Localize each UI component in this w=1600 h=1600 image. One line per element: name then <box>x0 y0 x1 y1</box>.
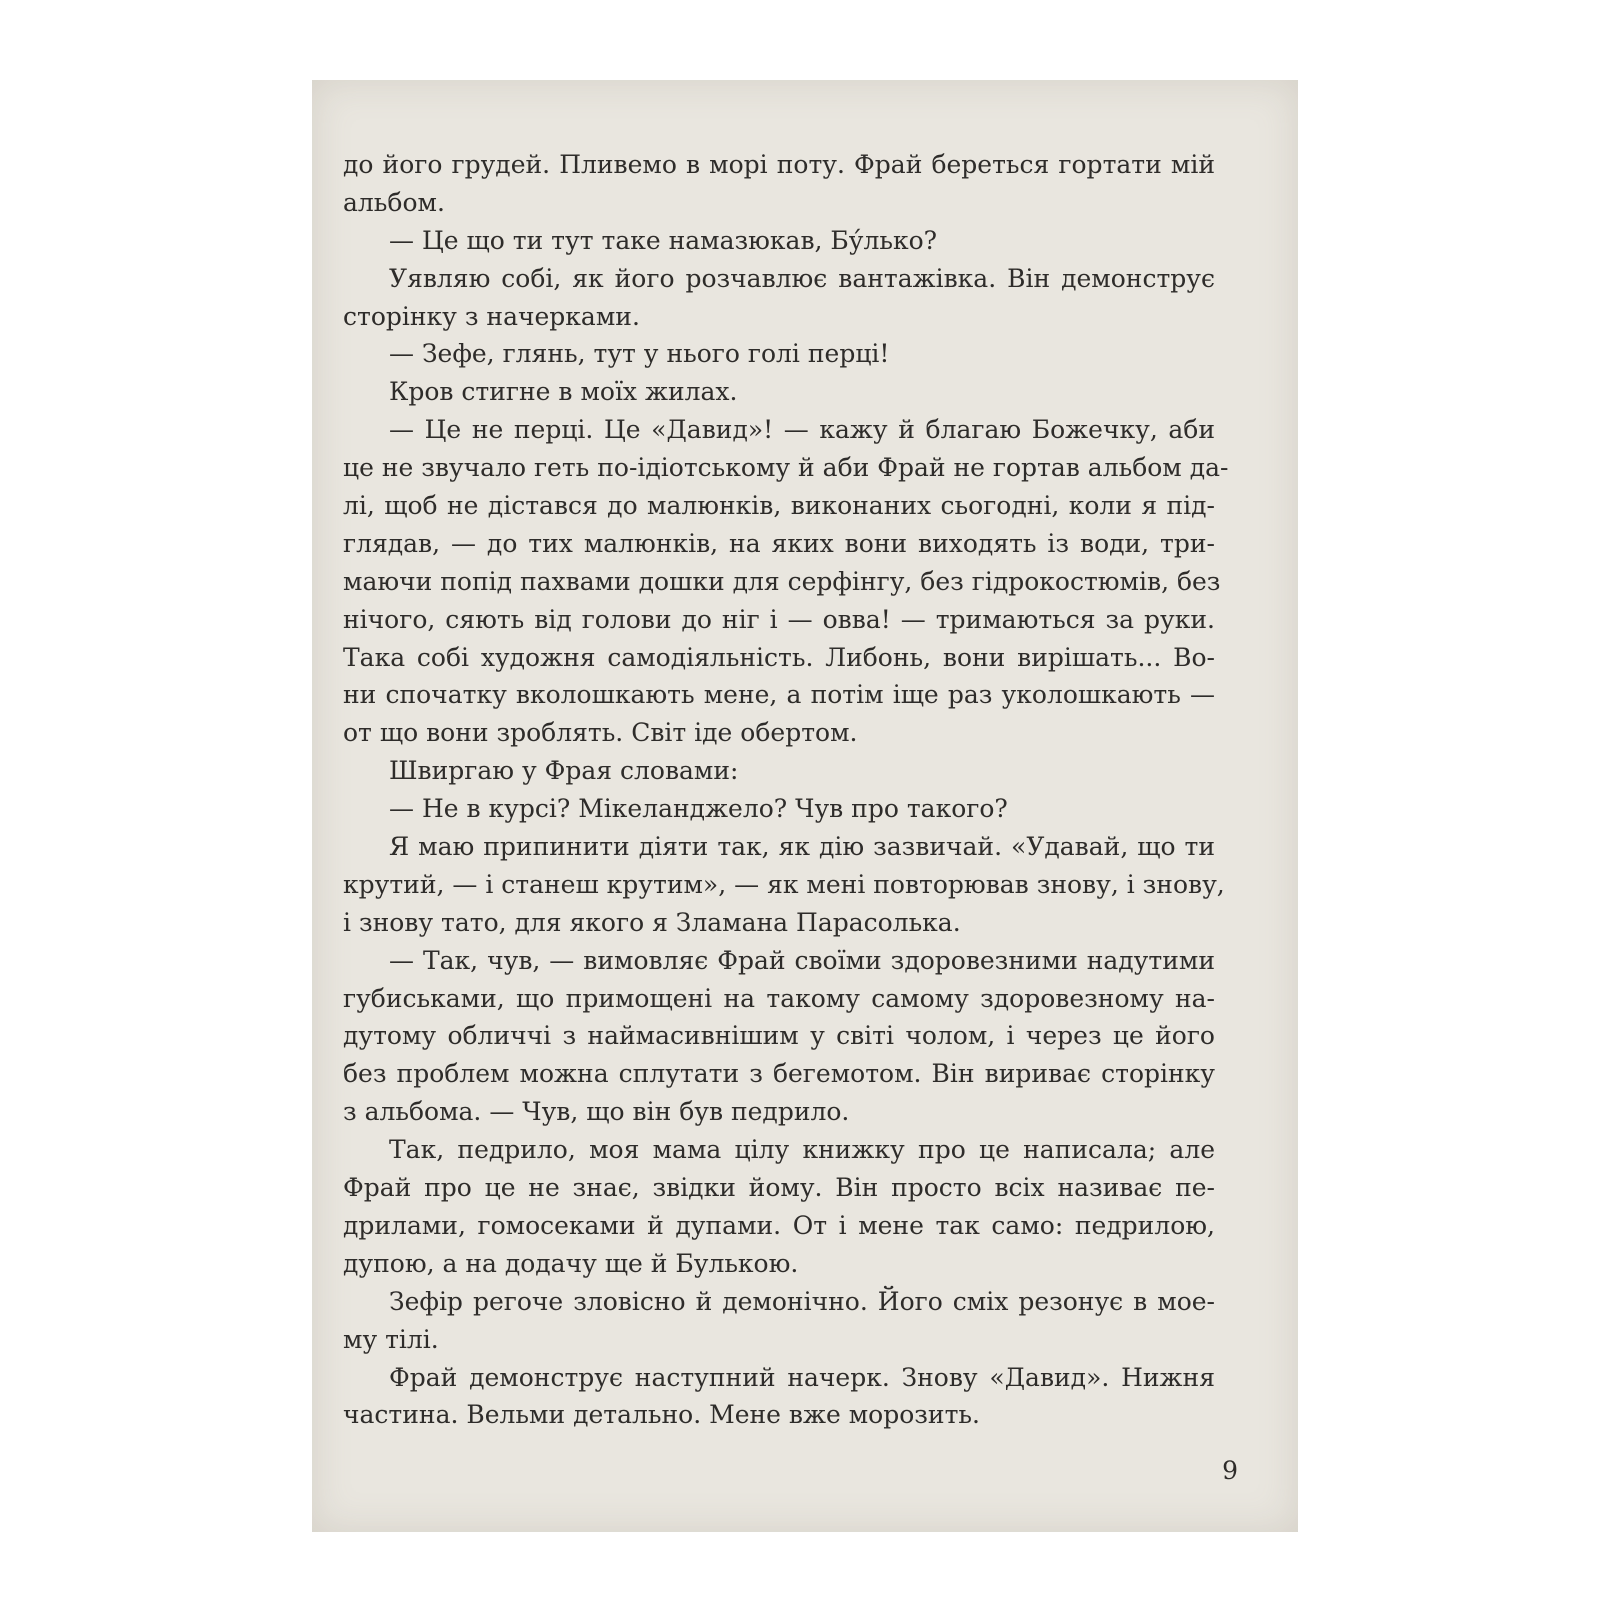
text-line: — Не в курсі? Мікеланджело? Чув про такого? <box>389 794 1008 824</box>
text-line: губиськами, що примощені на такому самому здоровезному на- <box>343 983 1215 1013</box>
text-line: — Це що ти тут таке намазюкав, Бу́лько? <box>389 225 938 255</box>
text-line: глядав, — до тих малюнків, на яких вони виходять із води, три- <box>343 528 1215 558</box>
text-line: ни спочатку вколошкають мене, а потім іще раз уколошкають — <box>343 680 1215 710</box>
text-line: Швиргаю у Фрая словами: <box>389 756 739 786</box>
text-line: — Так, чув, — вимовляє Фрай своїми здоровезними надутими <box>389 945 1215 975</box>
text-line: частина. Вельми детально. Мене вже морозить. <box>343 1400 980 1430</box>
text-line: без проблем можна сплутати з бегемотом. Він вириває сторінку <box>343 1059 1215 1089</box>
text-line: Уявляю собі, як його розчавлює вантажівка. Він демонструє <box>389 263 1215 293</box>
book-page <box>312 80 1298 1532</box>
text-line: це не звучало геть по-ідіотському й аби Фрай не гортав альбом да- <box>343 453 1229 483</box>
text-line: Так, педрило, моя мама цілу книжку про це написала; але <box>389 1135 1215 1165</box>
text-line: Така собі художня самодіяльність. Либонь, вони вирішать... Во- <box>343 642 1215 672</box>
text-line: і знову тато, для якого я Зламана Парасолька. <box>343 907 961 937</box>
text-line: лі, щоб не дістався до малюнків, виконаних сьогодні, коли я під- <box>343 491 1215 521</box>
page-number: 9 <box>1222 1456 1238 1485</box>
text-line: крутий, — і станеш крутим», — як мені повторював знову, і знову, <box>343 869 1225 899</box>
text-line: дутому обличчі з наймасивнішим у світі чолом, і через це його <box>343 1021 1215 1051</box>
text-line: — Зефе, глянь, тут у нього голі перці! <box>389 339 890 369</box>
text-line: дупою, а на додачу ще й Булькою. <box>343 1248 799 1278</box>
text-line: Фрай про це не знає, звідки йому. Він просто всіх називає пе- <box>343 1173 1215 1203</box>
text-line: маючи попід пахвами дошки для серфінгу, без гідрокостюмів, без <box>343 566 1221 596</box>
text-line: дрилами, гомосеками й дупами. От і мене так само: педрилою, <box>343 1210 1215 1240</box>
text-line: Кров стигне в моїх жилах. <box>389 377 738 407</box>
body-text <box>343 146 1229 1434</box>
text-line: з альбома. — Чув, що він був педрило. <box>343 1097 850 1127</box>
text-line: от що вони зроблять. Світ іде обертом. <box>343 718 858 748</box>
text-line: му тілі. <box>343 1324 439 1354</box>
text-line: сторінку з начерками. <box>343 301 640 331</box>
text-line: — Це не перці. Це «Давид»! — кажу й благаю Божечку, аби <box>389 415 1215 445</box>
text-line: Зефір регоче зловісно й демонічно. Його сміх резонує в мое- <box>389 1286 1215 1316</box>
text-line: нічого, сяють від голови до ніг і — овва! — тримаються за руки. <box>343 604 1215 634</box>
text-line: Фрай демонструє наступний начерк. Знову «Давид». Нижня <box>389 1362 1215 1392</box>
text-line: Я маю припинити діяти так, як дію зазвичай. «Удавай, що ти <box>389 832 1215 862</box>
text-line: альбом. <box>343 187 445 217</box>
text-line: до його грудей. Пливемо в морі поту. Фрай береться гортати мій <box>343 150 1215 179</box>
